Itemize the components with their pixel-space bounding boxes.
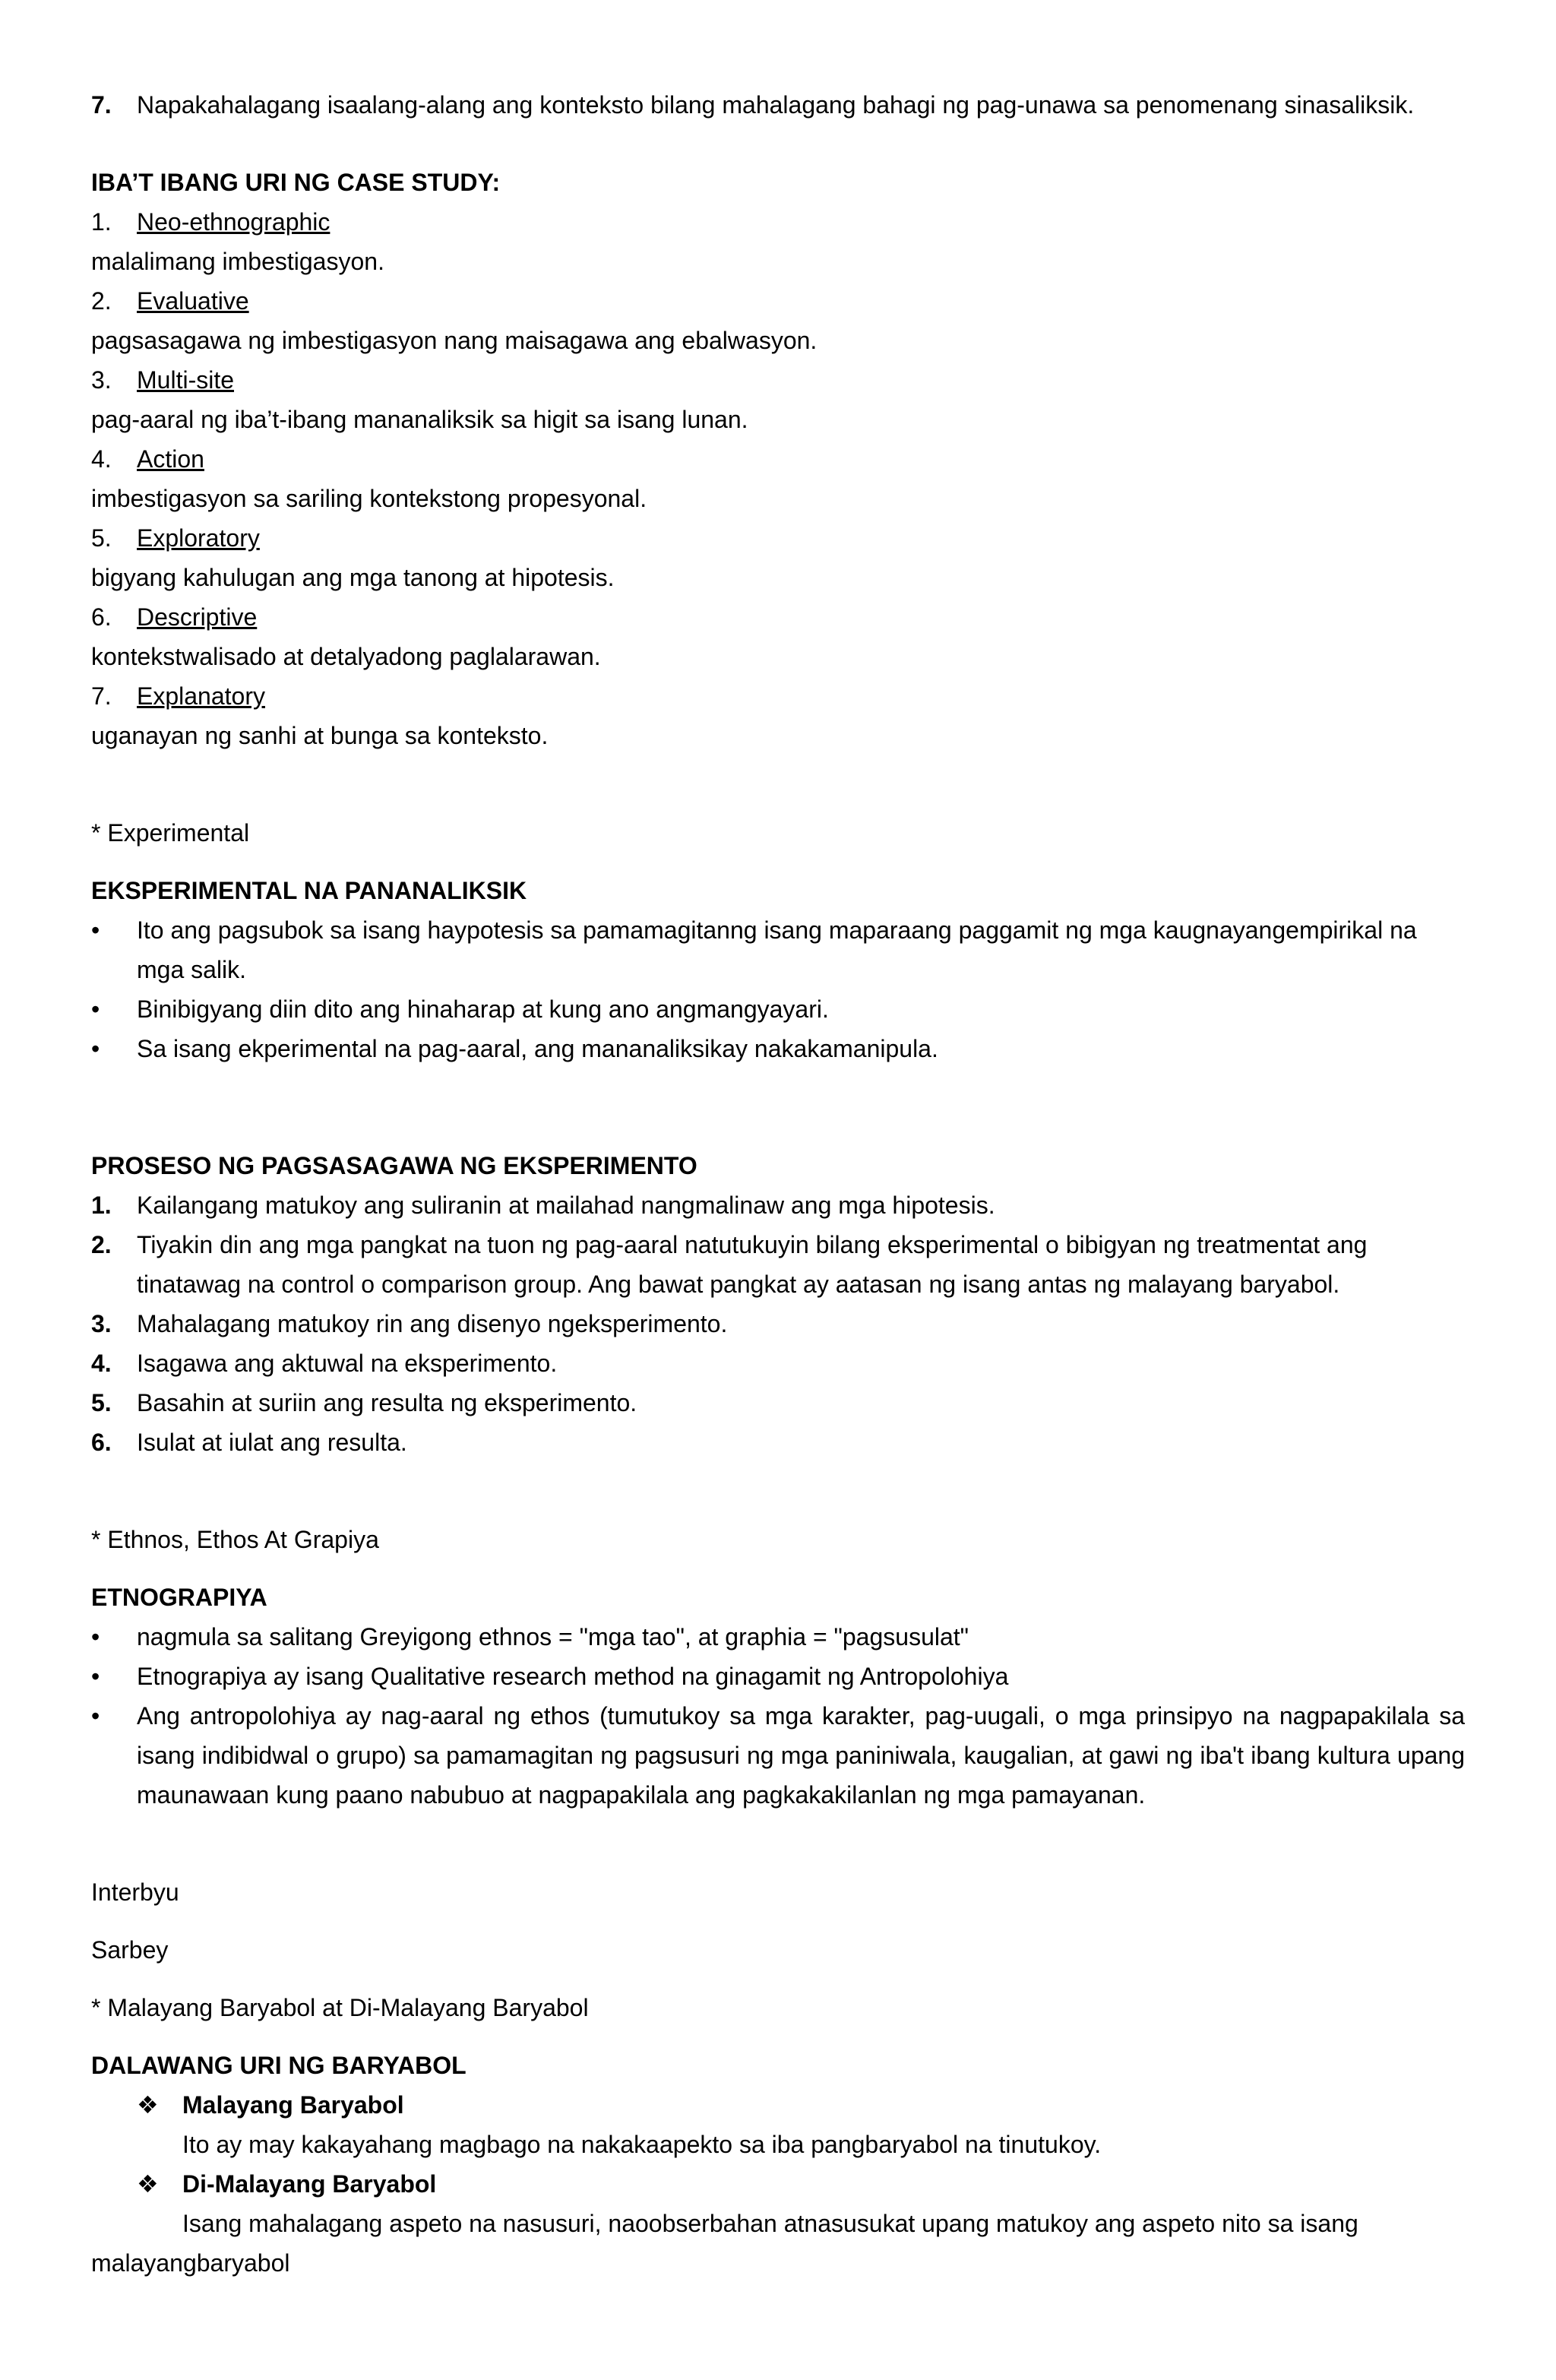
intro-list-item bbox=[91, 85, 1465, 125]
process-item bbox=[91, 1304, 1465, 1343]
case-study-item bbox=[91, 360, 1465, 400]
process-text: Tiyakin din ang mga pangkat na tuon ng pag-aaral natutukuyin bilang eksperimental o bibigyan ng treatmentat ang tinatawag na control o comparison group. Ang bawat pangkat ay aatasan ng isang antas ng malayang baryabol. bbox=[137, 1231, 1368, 1298]
variable-definition-continuation: malayangbaryabol bbox=[91, 2249, 290, 2277]
case-study-list bbox=[91, 202, 1465, 755]
bullet-mark: • bbox=[91, 1663, 100, 1690]
bullet-item bbox=[91, 910, 1465, 989]
process-text: Kailangang matukoy ang suliranin at mailahad nangmalinaw ang mga hipotesis. bbox=[137, 1192, 995, 1219]
process-item bbox=[91, 1225, 1465, 1304]
list-text: Napakahalagang isaalang-alang ang konteksto bilang mahalagang bahagi ng pag-unawa sa penomenang sinasaliksik. bbox=[137, 91, 1415, 119]
bullet-item bbox=[91, 989, 1465, 1029]
diamond-bullet-icon: ❖ bbox=[137, 2091, 159, 2119]
process-list bbox=[91, 1185, 1465, 1462]
bullet-text: Ang antropolohiya ay nag-aaral ng ethos (tumutukoy sa mga karakter, pag-uugali, o mga prinsipyo na nagpapakilala sa isang indibidwal o grupo) sa pamamagitan ng pagsusuri ng mga paniniwala, kaugalian, at gawi ng iba't ibang kultura upang maunawaan kung paano nabubuo at nagpapakilala ang pagkakakilanlan ng mga pamayanan. bbox=[137, 1702, 1465, 1809]
variables-note: * Malayang Baryabol at Di-Malayang Baryabol bbox=[91, 1994, 589, 2021]
bullet-item bbox=[91, 1657, 1465, 1696]
case-study-definition: uganayan ng sanhi at bunga sa konteksto. bbox=[91, 722, 549, 749]
case-study-definition: imbestigasyon sa sariling kontekstong propesyonal. bbox=[91, 485, 647, 512]
process-item bbox=[91, 1343, 1465, 1383]
experimental-note: * Experimental bbox=[91, 819, 250, 847]
case-study-item bbox=[91, 597, 1465, 637]
case-study-item bbox=[91, 676, 1465, 716]
case-study-term: Descriptive bbox=[137, 603, 258, 631]
experimental-heading: EKSPERIMENTAL NA PANANALIKSIK bbox=[91, 877, 527, 904]
list-number: 5. bbox=[91, 1389, 112, 1416]
case-study-term: Multi-site bbox=[137, 366, 235, 394]
list-number: 7. bbox=[91, 91, 112, 119]
case-study-definition: pagsasagawa ng imbestigasyon nang maisagawa ang ebalwasyon. bbox=[91, 327, 818, 354]
bullet-text: Etnograpiya ay isang Qualitative research method na ginagamit ng Antropolohiya bbox=[137, 1663, 1009, 1690]
case-study-term: Explanatory bbox=[137, 682, 265, 710]
ethnography-note: * Ethnos, Ethos At Grapiya bbox=[91, 1526, 379, 1553]
variable-definition: Isang mahalagang aspeto na nasusuri, naoobserbahan atnasusukat upang matukoy ang aspeto nito sa isang bbox=[182, 2210, 1358, 2237]
variable-term: Malayang Baryabol bbox=[182, 2091, 404, 2119]
case-study-item bbox=[91, 202, 1465, 242]
case-study-term: Exploratory bbox=[137, 524, 260, 552]
bullet-text: Ito ang pagsubok sa isang haypotesis sa pamamagitanng isang maparaang paggamit ng mga kaugnayangempirikal na mga salik. bbox=[137, 916, 1417, 983]
process-text: Mahalagang matukoy rin ang disenyo ngeksperimento. bbox=[137, 1310, 728, 1337]
list-number: 5. bbox=[91, 524, 112, 552]
bullet-mark: • bbox=[91, 1035, 100, 1062]
case-study-definition: pag-aaral ng iba’t-ibang mananaliksik sa higit sa isang lunan. bbox=[91, 406, 748, 433]
case-study-term: Neo-ethnographic bbox=[137, 208, 330, 236]
list-number: 3. bbox=[91, 366, 112, 394]
interview-label: Interbyu bbox=[91, 1878, 179, 1906]
bullet-item bbox=[91, 1029, 1465, 1068]
variable-definition: Ito ay may kakayahang magbago na nakakaapekto sa iba pangbaryabol na tinutukoy. bbox=[182, 2131, 1102, 2158]
bullet-text: nagmula sa salitang Greyigong ethnos = "mga tao", at graphia = "pagsusulat" bbox=[137, 1623, 969, 1650]
case-study-item bbox=[91, 439, 1465, 479]
case-study-definition: kontekstwalisado at detalyadong paglalarawan. bbox=[91, 643, 601, 670]
experimental-bullet-list bbox=[91, 910, 1465, 1068]
list-number: 6. bbox=[91, 1429, 112, 1456]
process-item bbox=[91, 1423, 1465, 1462]
list-number: 1. bbox=[91, 208, 112, 236]
process-text: Basahin at suriin ang resulta ng eksperimento. bbox=[137, 1389, 637, 1416]
case-study-term: Action bbox=[137, 445, 204, 473]
list-number: 4. bbox=[91, 445, 112, 473]
bullet-mark: • bbox=[91, 995, 100, 1023]
case-study-item bbox=[91, 518, 1465, 558]
variables-list bbox=[91, 2085, 1465, 2283]
variable-term: Di-Malayang Baryabol bbox=[182, 2170, 437, 2198]
case-study-heading: IBA’T IBANG URI NG CASE STUDY: bbox=[91, 169, 501, 196]
list-number: 2. bbox=[91, 287, 112, 315]
bullet-item bbox=[91, 1617, 1465, 1657]
variable-item bbox=[91, 2085, 1465, 2125]
process-item bbox=[91, 1185, 1465, 1225]
list-number: 4. bbox=[91, 1350, 112, 1377]
survey-label: Sarbey bbox=[91, 1936, 169, 1964]
case-study-item bbox=[91, 281, 1465, 321]
variables-heading: DALAWANG URI NG BARYABOL bbox=[91, 2052, 466, 2079]
process-text: Isulat at iulat ang resulta. bbox=[137, 1429, 407, 1456]
list-number: 2. bbox=[91, 1231, 112, 1258]
bullet-mark: • bbox=[91, 916, 100, 944]
process-text: Isagawa ang aktuwal na eksperimento. bbox=[137, 1350, 558, 1377]
list-number: 3. bbox=[91, 1310, 112, 1337]
process-heading: PROSESO NG PAGSASAGAWA NG EKSPERIMENTO bbox=[91, 1152, 697, 1179]
bullet-text: Binibigyang diin dito ang hinaharap at kung ano angmangyayari. bbox=[137, 995, 829, 1023]
ethnography-bullet-list bbox=[91, 1617, 1465, 1815]
ethnography-heading: ETNOGRAPIYA bbox=[91, 1584, 267, 1611]
case-study-definition: bigyang kahulugan ang mga tanong at hipotesis. bbox=[91, 564, 615, 591]
variable-item bbox=[91, 2164, 1465, 2204]
bullet-mark: • bbox=[91, 1702, 100, 1730]
list-number: 7. bbox=[91, 682, 112, 710]
bullet-mark: • bbox=[91, 1623, 100, 1650]
bullet-text: Sa isang ekperimental na pag-aaral, ang mananaliksikay nakakamanipula. bbox=[137, 1035, 938, 1062]
process-item bbox=[91, 1383, 1465, 1423]
list-number: 6. bbox=[91, 603, 112, 631]
bullet-item bbox=[91, 1696, 1465, 1815]
diamond-bullet-icon: ❖ bbox=[137, 2170, 159, 2198]
case-study-definition: malalimang imbestigasyon. bbox=[91, 248, 384, 275]
list-number: 1. bbox=[91, 1192, 112, 1219]
case-study-term: Evaluative bbox=[137, 287, 249, 315]
